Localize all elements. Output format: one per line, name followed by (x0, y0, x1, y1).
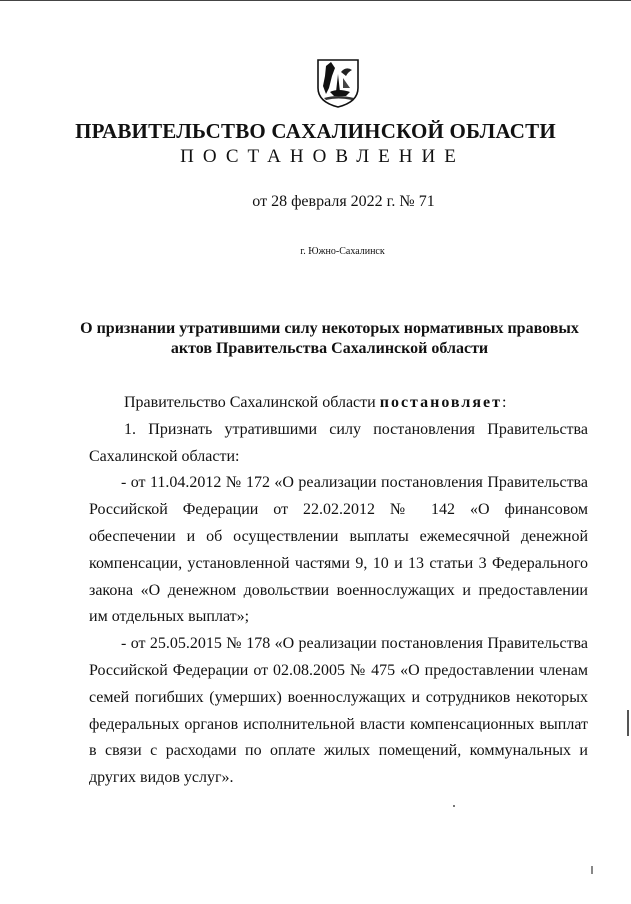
sakhalin-coat-of-arms-icon (316, 58, 360, 108)
document-city: г. Южно-Сахалинск (300, 246, 385, 257)
preamble-colon: : (501, 394, 507, 411)
preamble (89, 390, 588, 417)
scan-edge-mark (627, 710, 629, 736)
preamble-text: Правительство Сахалинской области (124, 394, 376, 411)
subject-line-1: О признании утратившими силу некоторых нормативных правовых (80, 320, 579, 337)
document-kind: ПОСТАНОВЛЕНИЕ (180, 146, 465, 167)
scan-top-edge (0, 0, 631, 1)
document-date-number: от 28 февраля 2022 г. № 71 (252, 193, 435, 210)
scan-speck (591, 866, 593, 874)
government-title: ПРАВИТЕЛЬСТВО САХАЛИНСКОЙ ОБЛАСТИ (75, 119, 556, 143)
subject-line-2: актов Правительства Сахалинской области (170, 340, 489, 357)
document-subject (70, 319, 589, 359)
item-1: 1. Признать утратившими силу постановления Правительства Сахалинской области: (89, 420, 588, 465)
scan-speck (453, 805, 455, 807)
sub-item-1: - от 11.04.2012 № 172 «О реализации постановления Правительства Российской Федерации от 22.02.2012 № 142 «О финансовом обеспечении и об осуществлении выплаты ежемесячной денежной компенсации, установленной частями 9, 10 и 13 статьи 3 Федерального закона «О денежном довольствии военнослужащих и предоставлении им отдельных выплат»; (89, 474, 588, 626)
document-body (89, 390, 588, 792)
sub-item-2: - от 25.05.2015 № 178 «О реализации постановления Правительства Российской Федерации от 02.08.2005 № 475 «О предоставлении членам семей погибших (умерших) военнослужащих и сотрудников некоторых федеральных органов исполнительной власти компенсационных выплат в связи с расходами по оплате жилых помещений, коммунальных и других видов услуг». (89, 635, 588, 787)
preamble-verb: постановляет (379, 394, 502, 411)
